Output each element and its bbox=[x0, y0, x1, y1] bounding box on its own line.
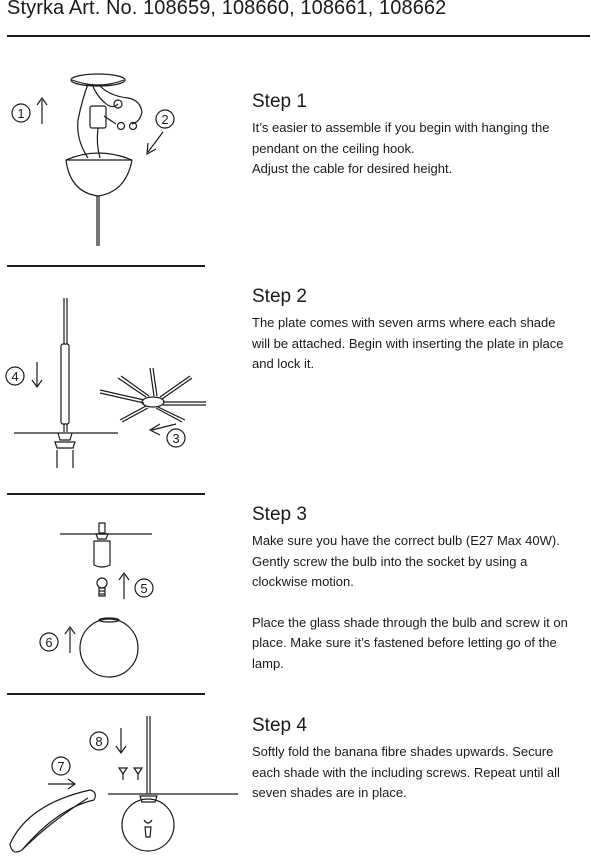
callout-7 bbox=[52, 757, 70, 775]
svg-text:7: 7 bbox=[57, 759, 65, 774]
up-arrow-icon bbox=[65, 627, 75, 653]
up-arrow-icon bbox=[119, 573, 129, 599]
plate-arms bbox=[100, 368, 206, 422]
step-2 bbox=[252, 286, 590, 375]
step-divider bbox=[7, 693, 205, 695]
step-2-text: The plate comes with seven arms where each shade will be attached. Begin with inserting the plate in place and lock it. bbox=[252, 315, 564, 371]
step-1-title: Step 1 bbox=[252, 91, 307, 112]
up-arrow-icon bbox=[37, 98, 47, 124]
svg-text:2: 2 bbox=[161, 112, 169, 127]
down-arrow-icon bbox=[116, 728, 126, 753]
step3-illustration bbox=[0, 515, 240, 685]
svg-text:4: 4 bbox=[11, 369, 19, 384]
callout-8 bbox=[90, 732, 108, 750]
step-3-text-1: Make sure you have the correct bulb (E27 Max 40W). Gently screw the bulb into the socket by using a clockwise motion. bbox=[252, 533, 560, 589]
svg-text:8: 8 bbox=[95, 734, 103, 749]
callout-3 bbox=[167, 429, 185, 447]
svg-text:3: 3 bbox=[172, 431, 180, 446]
step-3 bbox=[252, 504, 590, 674]
callout-2 bbox=[156, 110, 174, 128]
diagonal-arrow-icon bbox=[147, 132, 163, 154]
step-2-title: Step 2 bbox=[252, 286, 307, 307]
bulb-icon bbox=[97, 578, 107, 596]
step-divider bbox=[7, 493, 205, 495]
right-arrow-icon bbox=[48, 779, 75, 789]
step-divider bbox=[7, 265, 205, 267]
step-4-title: Step 4 bbox=[252, 715, 307, 736]
step1-illustration bbox=[0, 60, 240, 260]
step-1-text: It’s easier to assemble if you begin with hanging the pendant on the ceiling hook. Adjust the cable for desired height. bbox=[252, 120, 550, 176]
callout-6 bbox=[40, 633, 58, 651]
title-rule bbox=[7, 35, 590, 37]
step-3-text-2: Place the glass shade through the bulb and screw it on place. Make sure it’s fastened before letting go of the lamp. bbox=[252, 614, 568, 671]
step4-illustration bbox=[0, 712, 240, 862]
svg-text:1: 1 bbox=[17, 106, 25, 121]
down-arrow-icon bbox=[32, 362, 42, 387]
step-1 bbox=[252, 91, 590, 180]
step2-illustration bbox=[0, 290, 240, 470]
step-4-text: Softly fold the banana fibre shades upwards. Secure each shade with the including screws. Repeat until all seven shades are in place. bbox=[252, 744, 560, 800]
step-4 bbox=[252, 715, 590, 804]
callout-5 bbox=[135, 579, 153, 597]
svg-text:5: 5 bbox=[140, 581, 148, 596]
callout-1 bbox=[12, 104, 30, 122]
screw-icon bbox=[119, 768, 142, 780]
document-title: Styrka Art. No. 108659, 108660, 108661, 108662 bbox=[7, 0, 447, 19]
step-3-title: Step 3 bbox=[252, 504, 307, 525]
svg-text:6: 6 bbox=[45, 635, 53, 650]
callout-4 bbox=[6, 367, 24, 385]
